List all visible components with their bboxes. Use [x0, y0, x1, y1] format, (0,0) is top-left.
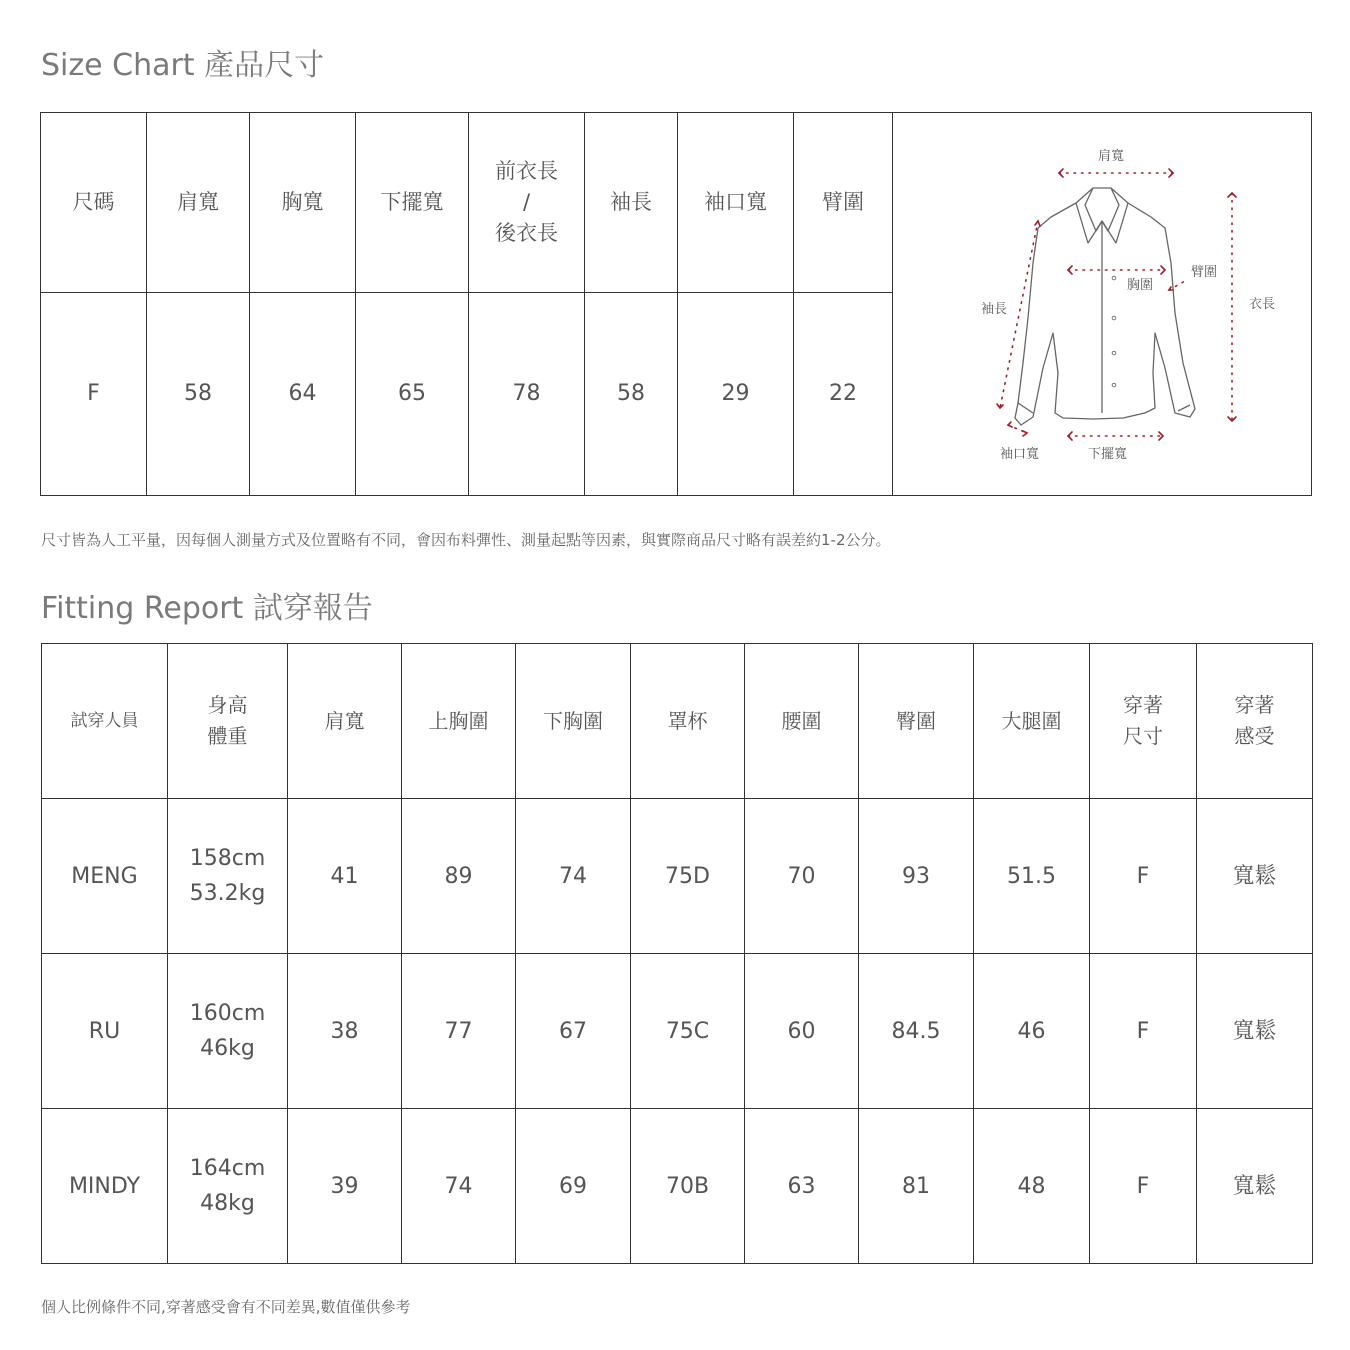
cell-upper-bust: 89	[402, 799, 516, 954]
cell-weight: 46kg	[200, 1036, 255, 1061]
cell-shoulder-width: 58	[147, 292, 250, 495]
cell-height: 158cm	[189, 846, 266, 871]
cell-cuff-width: 29	[678, 292, 794, 495]
cell-waist: 60	[745, 954, 859, 1109]
cell-under-bust: 69	[516, 1109, 631, 1264]
size-chart-heading: Size Chart 產品尺寸	[41, 48, 325, 83]
cell-shoulder: 38	[288, 954, 402, 1109]
cell-fit-feel: 寬鬆	[1197, 799, 1313, 954]
cell-under-bust: 67	[516, 954, 631, 1109]
header-weight: 體重	[207, 724, 248, 748]
cell-hem-width: 65	[356, 292, 469, 495]
cell-hip: 81	[859, 1109, 974, 1264]
header-height: 身高	[207, 693, 248, 717]
cell-worn-size: F	[1090, 799, 1197, 954]
cell-under-bust: 74	[516, 799, 631, 954]
header-cuff-width: 袖口寬	[678, 113, 794, 293]
size-chart-note: 尺寸皆為人工平量，因每個人測量方式及位置略有不同，會因布料彈性、測量起點等因素，與實際商品尺寸略有誤差約1-2公分。	[41, 531, 891, 549]
cell-height-weight	[168, 799, 288, 954]
cell-height-weight	[168, 1109, 288, 1264]
cell-height-weight	[168, 954, 288, 1109]
cell-cup: 75D	[631, 799, 745, 954]
shirt-diagram-cell	[893, 113, 1312, 496]
cell-chest-width: 64	[250, 292, 356, 495]
size-chart-table	[40, 112, 1312, 496]
cell-weight: 53.2kg	[189, 881, 266, 906]
header-under-bust: 下胸圍	[516, 644, 631, 799]
fitting-report-header-row	[42, 644, 1313, 799]
cell-fit-feel: 寬鬆	[1197, 954, 1313, 1109]
header-hem-width: 下擺寬	[356, 113, 469, 293]
cell-tester-name: MINDY	[42, 1109, 168, 1264]
cell-sleeve-length: 58	[585, 292, 678, 495]
header-shoulder-width: 肩寬	[147, 113, 250, 293]
size-chart-header-row	[41, 113, 1312, 293]
diagram-label-cuff: 袖口寬	[1000, 447, 1040, 462]
cell-height: 164cm	[189, 1156, 266, 1181]
header-thigh: 大腿圍	[974, 644, 1090, 799]
diagram-label-chest: 胸圍	[1127, 278, 1154, 293]
header-tester: 試穿人員	[42, 644, 168, 799]
cell-hip: 84.5	[859, 954, 974, 1109]
header-back-length: 後衣長	[495, 220, 558, 245]
cell-worn-size: F	[1090, 954, 1197, 1109]
diagram-label-sleeve: 袖長	[981, 302, 1008, 317]
fitting-report-heading: Fitting Report 試穿報告	[41, 591, 373, 626]
shirt-diagram	[893, 113, 1312, 491]
fitting-report-table	[41, 643, 1313, 1264]
cell-arm-circumference: 22	[794, 292, 893, 495]
table-row	[42, 799, 1313, 954]
header-fit-feel-line2: 感受	[1234, 724, 1275, 748]
cell-worn-size: F	[1090, 1109, 1197, 1264]
cell-cup: 75C	[631, 954, 745, 1109]
cell-thigh: 46	[974, 954, 1090, 1109]
header-waist: 腰圍	[745, 644, 859, 799]
diagram-label-arm: 臂圍	[1191, 265, 1218, 280]
header-shoulder: 肩寬	[288, 644, 402, 799]
header-worn-size-line2: 尺寸	[1123, 724, 1163, 748]
cell-weight: 48kg	[200, 1191, 255, 1216]
cell-thigh: 51.5	[974, 799, 1090, 954]
header-front-length: 前衣長	[495, 158, 558, 183]
header-worn-size-line1: 穿著	[1123, 693, 1163, 717]
header-cup: 罩杯	[631, 644, 745, 799]
header-body-length	[469, 113, 585, 293]
cell-hip: 93	[859, 799, 974, 954]
header-worn-size	[1090, 644, 1197, 799]
header-size: 尺碼	[41, 113, 147, 293]
cell-fit-feel: 寬鬆	[1197, 1109, 1313, 1264]
table-row	[42, 954, 1313, 1109]
table-row	[42, 1109, 1313, 1264]
cell-upper-bust: 77	[402, 954, 516, 1109]
cell-body-length: 78	[469, 292, 585, 495]
header-arm-circumference: 臂圍	[794, 113, 893, 293]
header-chest-width: 胸寬	[250, 113, 356, 293]
cell-shoulder: 41	[288, 799, 402, 954]
header-hip: 臀圍	[859, 644, 974, 799]
cell-size: F	[41, 292, 147, 495]
header-fit-feel	[1197, 644, 1313, 799]
diagram-label-hem: 下擺寬	[1088, 447, 1128, 462]
cell-waist: 70	[745, 799, 859, 954]
cell-cup: 70B	[631, 1109, 745, 1264]
header-length-separator: /	[522, 189, 531, 214]
cell-thigh: 48	[974, 1109, 1090, 1264]
diagram-label-length: 衣長	[1249, 297, 1276, 312]
shirt-outline-icon	[1015, 188, 1195, 425]
cell-waist: 63	[745, 1109, 859, 1264]
cell-shoulder: 39	[288, 1109, 402, 1264]
cell-tester-name: MENG	[42, 799, 168, 954]
cell-tester-name: RU	[42, 954, 168, 1109]
cell-height: 160cm	[189, 1001, 266, 1026]
cell-upper-bust: 74	[402, 1109, 516, 1264]
fitting-report-note: 個人比例條件不同,穿著感受會有不同差異,數值僅供參考	[41, 1298, 411, 1316]
diagram-label-shoulder: 肩寬	[1098, 149, 1125, 164]
header-upper-bust: 上胸圍	[402, 644, 516, 799]
header-sleeve-length: 袖長	[585, 113, 678, 293]
header-height-weight	[168, 644, 288, 799]
header-fit-feel-line1: 穿著	[1234, 693, 1275, 717]
